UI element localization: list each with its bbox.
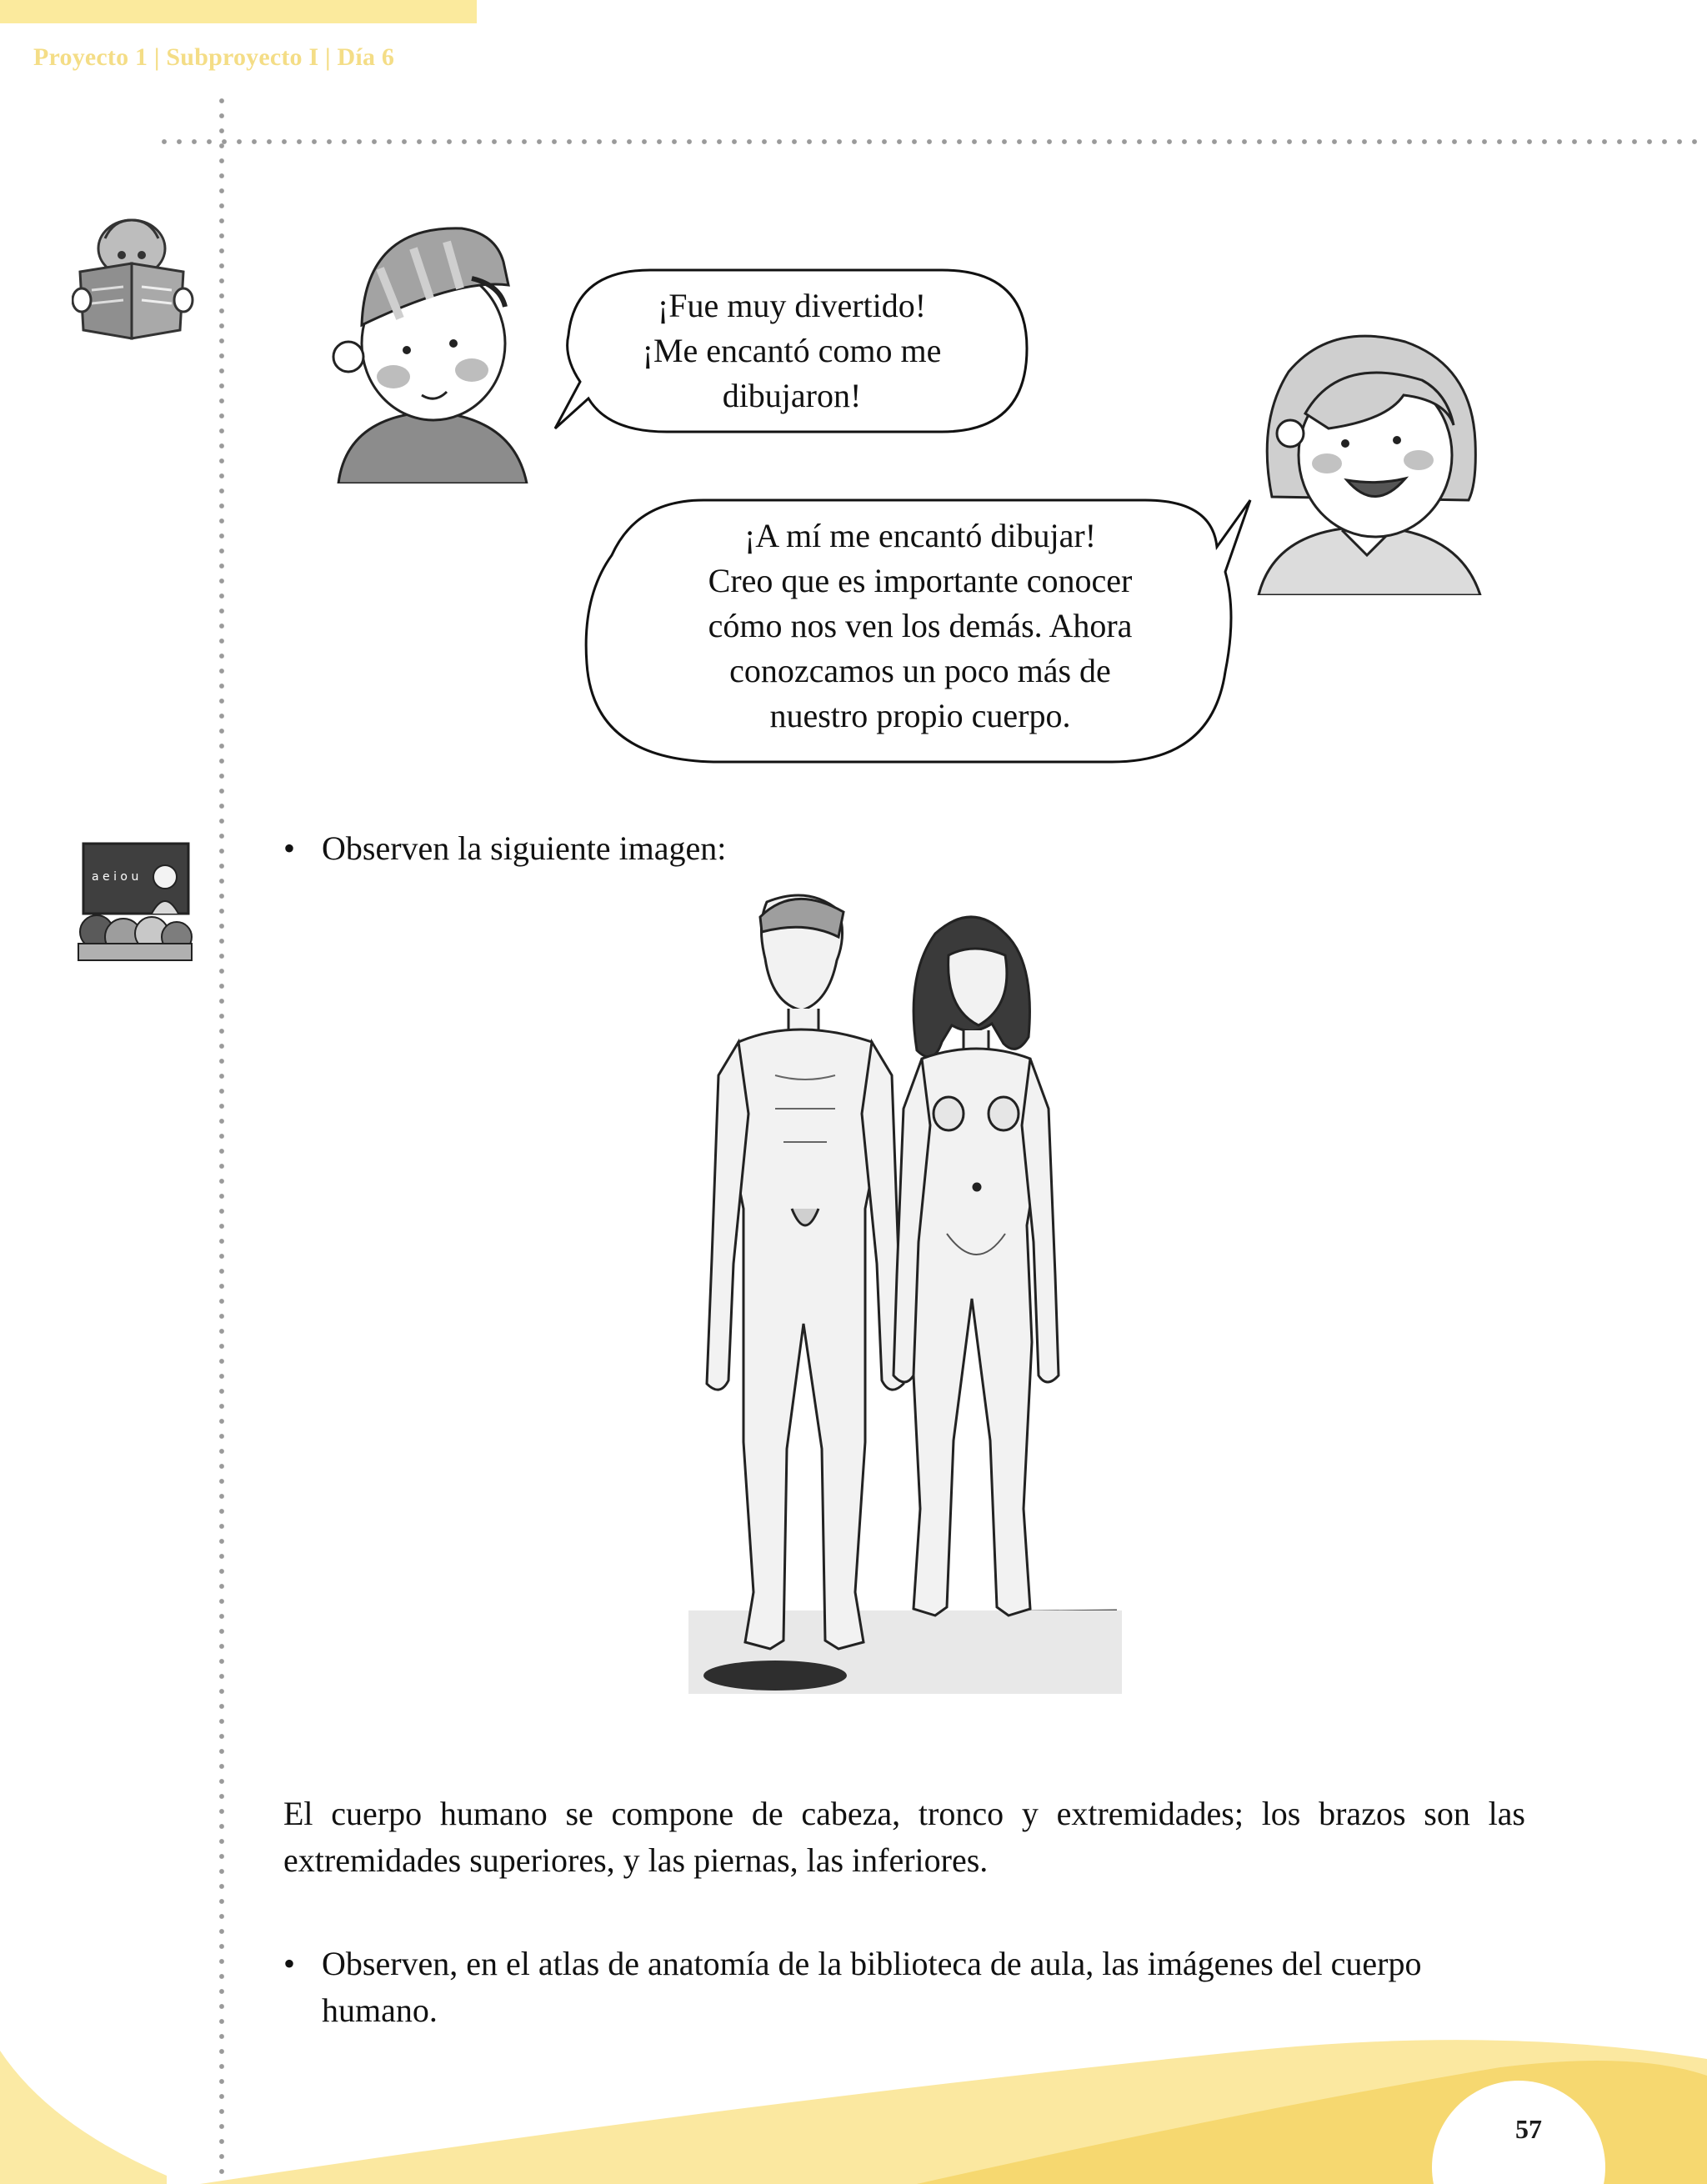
- body-paragraph: [283, 1791, 1525, 1884]
- body-paragraph-text: El cuerpo humano se compone de cabeza, tronco y extremidades; los brazos son las extremidades superiores, y las piernas, las inferiores.: [283, 1795, 1525, 1879]
- girl-bubble-line-5: nuestro propio cuerpo.: [769, 697, 1071, 734]
- boy-bubble-line-1: ¡Fue muy divertido!: [657, 287, 927, 324]
- classroom-teacher-icon: [72, 839, 197, 964]
- human-body-illustration: [683, 892, 1134, 1726]
- girl-bubble-line-3: cómo nos ven los demás. Ahora: [708, 607, 1133, 644]
- girl-bubble-line-2: Creo que es importante conocer: [708, 562, 1133, 599]
- vertical-dotted-divider: [218, 93, 225, 2184]
- male-figure: [707, 895, 904, 1649]
- bullet-marker: •: [283, 1945, 296, 1982]
- boy-bubble-line-2: ¡Me encantó como me: [642, 332, 942, 369]
- instruction-bullet-observe-image: [283, 825, 1534, 872]
- girl-bubble-line-4: conozcamos un poco más de: [729, 652, 1111, 689]
- top-accent-bar: [0, 0, 477, 23]
- bullet-text: Observen, en el atlas de anatomía de la biblioteca de aula, las imágenes del cuerpo humano.: [322, 1945, 1422, 2029]
- page-number: 57: [1515, 2114, 1542, 2144]
- boy-character-illustration: [330, 218, 535, 483]
- boy-speech-bubble: [550, 265, 1034, 440]
- bottom-decorative-wave: [0, 2001, 1707, 2184]
- female-figure: [894, 917, 1059, 1615]
- girl-bubble-line-1: ¡A mí me encantó dibujar!: [743, 517, 1097, 554]
- horizontal-dotted-divider: [157, 138, 1707, 145]
- child-reading-book-icon: [72, 213, 197, 347]
- girl-character-illustration: [1255, 330, 1492, 595]
- svg-text:a e i o u: a e i o u: [92, 870, 139, 884]
- boy-bubble-line-3: dibujaron!: [722, 377, 862, 414]
- breadcrumb: Proyecto 1 | Subproyecto I | Día 6: [33, 43, 395, 71]
- girl-speech-bubble: [578, 497, 1262, 767]
- bullet-marker: •: [283, 829, 296, 867]
- bullet-text: Observen la siguiente imagen:: [322, 829, 727, 867]
